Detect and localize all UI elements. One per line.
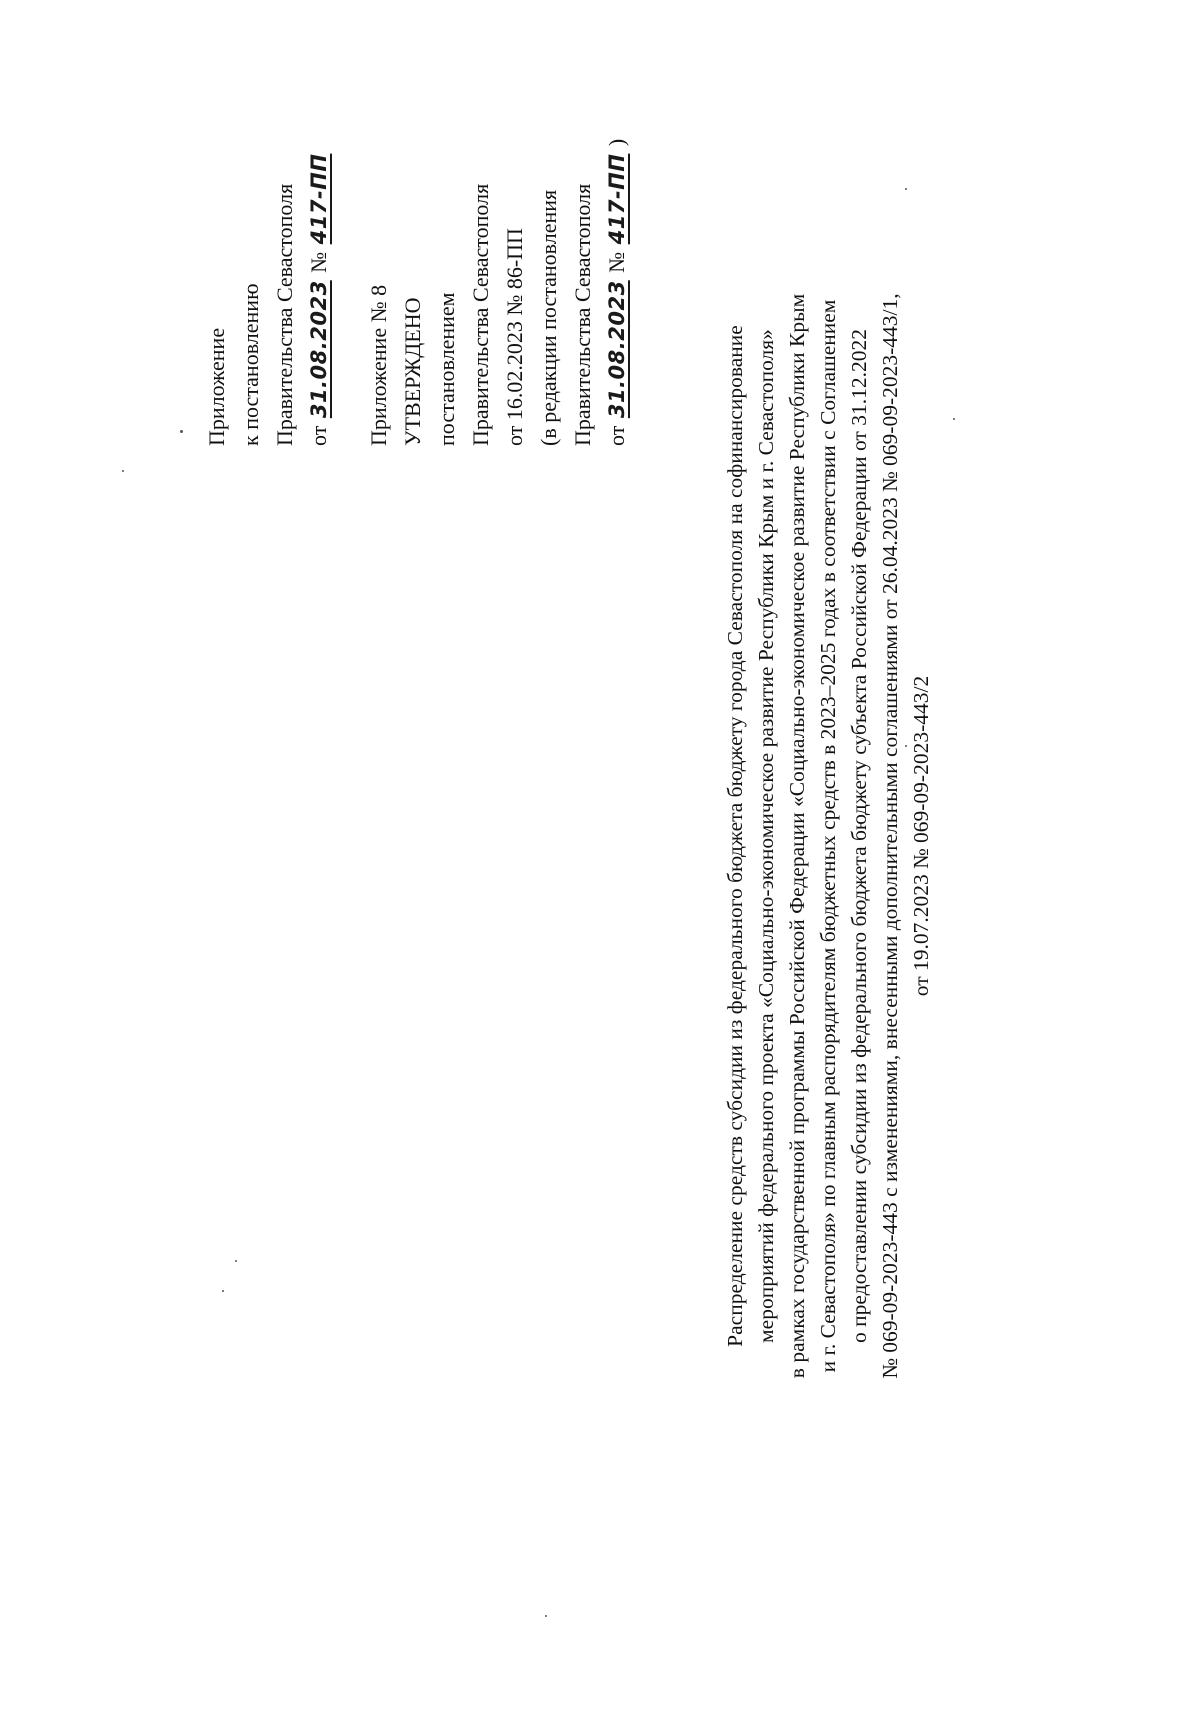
appendix-to-resolution: к постановлению	[238, 283, 263, 446]
appendix-approval-block	[200, 26, 634, 446]
handwritten-date-2: 31.08.2023	[605, 280, 629, 419]
handwritten-date: 31.08.2023	[307, 280, 331, 419]
title-line-6: № 069-09-2023-443 с изменениями, внесенными дополнительными соглашениями от 26.04.2023 № 069-09-2023-443/1,	[878, 293, 902, 1379]
appendix-label: Приложение	[204, 327, 229, 446]
title-line-3: в рамках государственной программы Российской Федерации «Социально-экономическое развитие Республики Крым	[785, 293, 809, 1379]
scan-speck	[905, 745, 907, 747]
number-label: №	[306, 251, 331, 273]
government-label-3: Правительства Севастополя	[570, 183, 595, 446]
appendix-date-line	[302, 26, 336, 446]
title-line-2: мероприятий федерального проекта «Социально-экономическое развитие Республики Крым и г. Севастополя»	[754, 329, 778, 1343]
scan-speck	[235, 1260, 237, 1262]
appendix-8-label: Приложение № 8	[366, 284, 391, 446]
scan-speck	[545, 1615, 547, 1617]
title-line-4: и г. Севастополя» по главным распорядителям бюджетных средств в 2023–2025 годах в соответствии с Соглашением	[816, 299, 840, 1373]
handwritten-number: 417-ПП	[307, 153, 331, 245]
document-title	[720, 106, 937, 1566]
scan-speck	[222, 1290, 224, 1292]
scan-speck	[905, 188, 907, 190]
title-line-1: Распределение средств субсидии из федерального бюджета бюджету города Севастополя на софинансирование	[723, 325, 747, 1347]
government-label-2: Правительства Севастополя	[468, 183, 493, 446]
date-prefix: от	[306, 425, 331, 446]
edition-note: (в редакции постановления	[536, 189, 561, 446]
scan-speck	[953, 418, 955, 420]
approved-label: УТВЕРЖДЕНО	[400, 297, 425, 446]
original-resolution-date: от 16.02.2023 № 86-ПП	[502, 228, 527, 446]
edition-date-line	[600, 26, 634, 446]
closing-paren: )	[604, 138, 629, 147]
date-prefix-2: от	[604, 425, 629, 446]
number-label-2: №	[604, 251, 629, 273]
scan-speck	[180, 430, 183, 433]
handwritten-number-2: 417-ПП	[605, 153, 629, 245]
scan-speck	[122, 470, 124, 472]
title-line-5: о предоставлении субсидии из федерального бюджета бюджету субъекта Российской Федерации от 31.12.2022	[847, 329, 871, 1343]
appendix-government: Правительства Севастополя	[272, 183, 297, 446]
block-gap	[336, 26, 362, 446]
by-resolution: постановлением	[434, 292, 459, 446]
title-line-7: от 19.07.2023 № 069-09-2023-443/2	[909, 675, 933, 997]
